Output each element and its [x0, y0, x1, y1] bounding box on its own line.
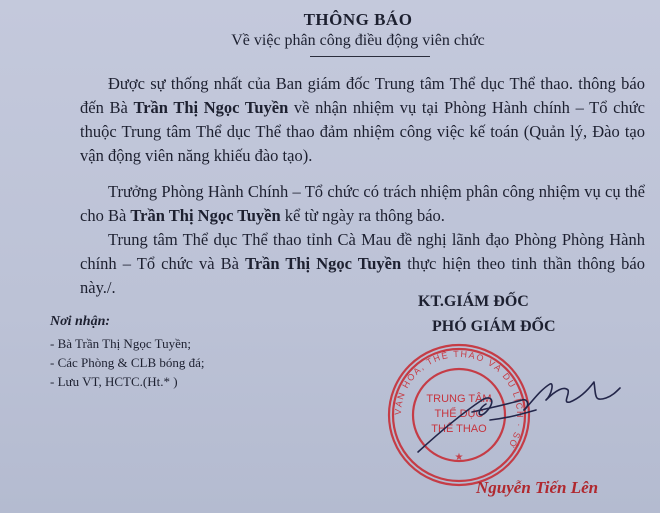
stamp-center-line-2: THỂ DỤC [434, 408, 484, 420]
paragraph-3-person-name: Trần Thị Ngọc Tuyền [245, 254, 402, 273]
recipients-heading: Nơi nhận: [50, 314, 111, 329]
recipients-heading-text: Nơi nhận [50, 314, 106, 329]
document-subtitle: Về việc phân công điều động viên chức [231, 32, 485, 49]
stamp-ring-text: VĂN HÓA, THỂ THAO VÀ DU LỊCH · SỞ [392, 348, 526, 451]
title-underline [310, 56, 430, 57]
paragraph-2-person-name: Trần Thị Ngọc Tuyền [130, 206, 281, 225]
signer-name: Nguyễn Tiến Lên [476, 478, 599, 497]
paragraph-3 [80, 228, 645, 300]
recipient-item: - Bà Trần Thị Ngọc Tuyền; [50, 336, 191, 351]
paragraph-1-text-after: về nhận nhiệm vụ tại Phòng Hành chính – Tổ chức thuộc Trung tâm Thể dục Thể thao đảm nhiệm công việc kế toán (Quản lý, Đào tạo vận động viên năng khiếu đào tạo). [80, 98, 645, 165]
handwritten-signature [412, 360, 622, 460]
paragraph-2 [80, 180, 645, 228]
svg-text:★: ★ [454, 452, 464, 463]
paragraph-3-text-before: Trung tâm Thể dục Thể thao tỉnh Cà Mau đề nghị lãnh đạo Phòng Phòng Hành chính – Tổ chức và Bà [80, 230, 645, 273]
recipient-item: - Lưu VT, HCTC.(Ht.* ) [50, 374, 178, 389]
document-title: THÔNG BÁO [303, 10, 413, 29]
paragraph-1 [80, 72, 645, 168]
signature-title-line-1: KT.GIÁM ĐỐC [418, 293, 529, 310]
paragraph-2-text-before: Trưởng Phòng Hành Chính – Tổ chức có trách nhiệm phân công nhiệm vụ cụ thể cho Bà [80, 182, 645, 225]
recipients-list [50, 334, 205, 391]
stamp-center-line-3: THỂ THAO [431, 423, 487, 435]
stamp-center-line-1: TRUNG TÂM [426, 393, 492, 405]
recipient-item: - Các Phòng & CLB bóng đá; [50, 355, 205, 370]
signature-title-line-2: PHÓ GIÁM ĐỐC [432, 318, 556, 335]
paragraph-3-text-after: thực hiện theo tinh thần thông báo này./. [80, 254, 645, 297]
paragraph-2-text-after: kể từ ngày ra thông báo. [280, 206, 445, 225]
paragraph-1-text-before: Được sự thống nhất của Ban giám đốc Trung tâm Thể dục Thể thao. thông báo đến Bà [80, 74, 645, 117]
paragraph-1-person-name: Trần Thị Ngọc Tuyền [133, 98, 289, 117]
